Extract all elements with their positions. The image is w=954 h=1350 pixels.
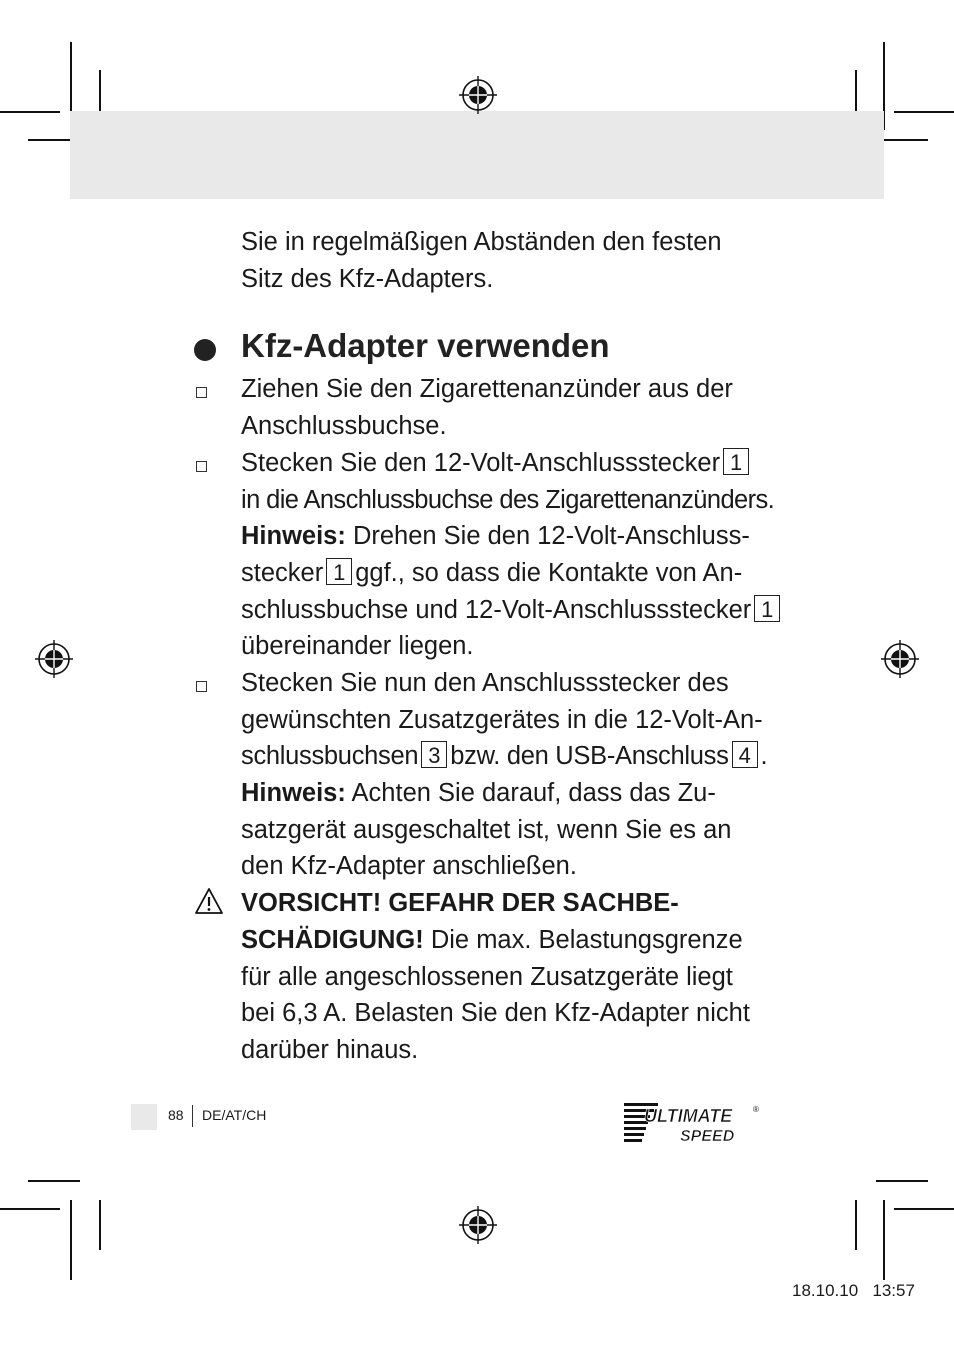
step-checkbox-icon	[196, 387, 207, 398]
step-2-line	[241, 555, 781, 592]
part-ref-badge: 4	[732, 741, 758, 768]
page-number: 88	[168, 1107, 184, 1123]
footer-tab-marker	[131, 1104, 157, 1130]
intro-line: Sie in regelmäßigen Abständen den festen	[241, 228, 722, 256]
registration-mark-icon	[35, 640, 73, 678]
step-3-text: bzw. den USB-Anschluss	[450, 742, 729, 770]
header-band	[70, 111, 884, 199]
warning-text: Die max. Belastungsgrenze	[430, 926, 743, 954]
warning-title: SCHÄDIGUNG!	[241, 926, 424, 954]
crop-mark	[0, 1208, 60, 1210]
print-date: 18.10.10	[792, 1281, 859, 1300]
warning-line: für alle angeschlossenen Zusatzgeräte liegt	[241, 963, 733, 991]
step-2-text: ggf., so dass die Kontakte von An-	[355, 559, 743, 587]
crop-mark	[894, 1208, 954, 1210]
registration-mark-icon	[881, 640, 919, 678]
step-2-text: stecker	[241, 559, 324, 587]
registration-mark-icon	[459, 1206, 497, 1244]
crop-mark	[28, 1180, 80, 1182]
step-2-line: übereinander liegen.	[241, 632, 474, 660]
step-3-text: .	[760, 742, 768, 770]
step-2-hint-line	[241, 518, 781, 555]
crop-mark	[99, 1200, 101, 1250]
warning-line	[241, 922, 781, 959]
section-title: Kfz-Adapter verwenden	[241, 327, 610, 364]
hint-label: Hinweis:	[241, 522, 346, 550]
step-checkbox-icon	[196, 461, 207, 472]
step-2-text: schlussbuchse und 12-Volt-Anschlussstecker	[241, 596, 752, 624]
region-label: DE/AT/CH	[202, 1107, 267, 1123]
step-checkbox-icon	[196, 681, 207, 692]
step-3-text: schlussbuchsen	[241, 742, 419, 770]
step-3-text: Achten Sie darauf, dass das Zu-	[351, 779, 716, 807]
intro-line: Sitz des Kfz-Adapters.	[241, 265, 494, 293]
logo-wordmark: ULTIMATE	[644, 1106, 733, 1126]
part-ref-badge: 1	[723, 448, 749, 475]
step-3-line: satzgerät ausgeschaltet ist, wenn Sie es an	[241, 816, 732, 844]
crop-mark	[894, 111, 954, 113]
step-3-line: Stecken Sie nun den Anschlussstecker des	[241, 669, 729, 697]
warning-line: darüber hinaus.	[241, 1036, 419, 1064]
warning-line: bei 6,3 A. Belasten Sie den Kfz-Adapter nicht	[241, 999, 750, 1027]
part-ref-badge: 1	[754, 595, 780, 622]
step-3-line	[241, 738, 781, 775]
crop-mark	[855, 1200, 857, 1250]
crop-mark	[0, 111, 60, 113]
crop-mark	[876, 1180, 928, 1182]
step-2-line	[241, 592, 781, 629]
step-2-text: Drehen Sie den 12-Volt-Anschluss-	[352, 522, 750, 550]
step-2-line: in die Anschlussbuchse des Zigarettenanzünders.	[241, 486, 775, 514]
ultimate-speed-logo	[622, 1100, 762, 1150]
print-timestamp	[792, 1281, 915, 1301]
print-time: 13:57	[872, 1281, 915, 1300]
registered-mark: ®	[753, 1105, 759, 1114]
divider	[192, 1105, 193, 1127]
warning-title: VORSICHT! GEFAHR DER SACHBE-	[241, 889, 679, 917]
step-1-line: Ziehen Sie den Zigarettenanzünder aus der	[241, 375, 733, 403]
step-3-line: den Kfz-Adapter anschließen.	[241, 852, 577, 880]
section-bullet-icon	[194, 339, 216, 361]
hint-label: Hinweis:	[241, 779, 346, 807]
step-1-line: Anschlussbuchse.	[241, 412, 447, 440]
part-ref-badge: 1	[326, 558, 352, 585]
part-ref-badge: 3	[421, 741, 447, 768]
crop-mark	[883, 1200, 885, 1280]
crop-mark	[70, 1200, 72, 1280]
step-2-line	[241, 445, 781, 482]
registration-mark-icon	[459, 76, 497, 114]
step-3-hint-line	[241, 775, 781, 812]
warning-triangle-icon	[194, 887, 224, 915]
step-2-text: Stecken Sie den 12-Volt-Anschlussstecker	[241, 449, 721, 477]
step-3-line: gewünschten Zusatzgerätes in die 12-Volt-An-	[241, 706, 763, 734]
logo-wordmark: SPEED	[680, 1128, 735, 1145]
